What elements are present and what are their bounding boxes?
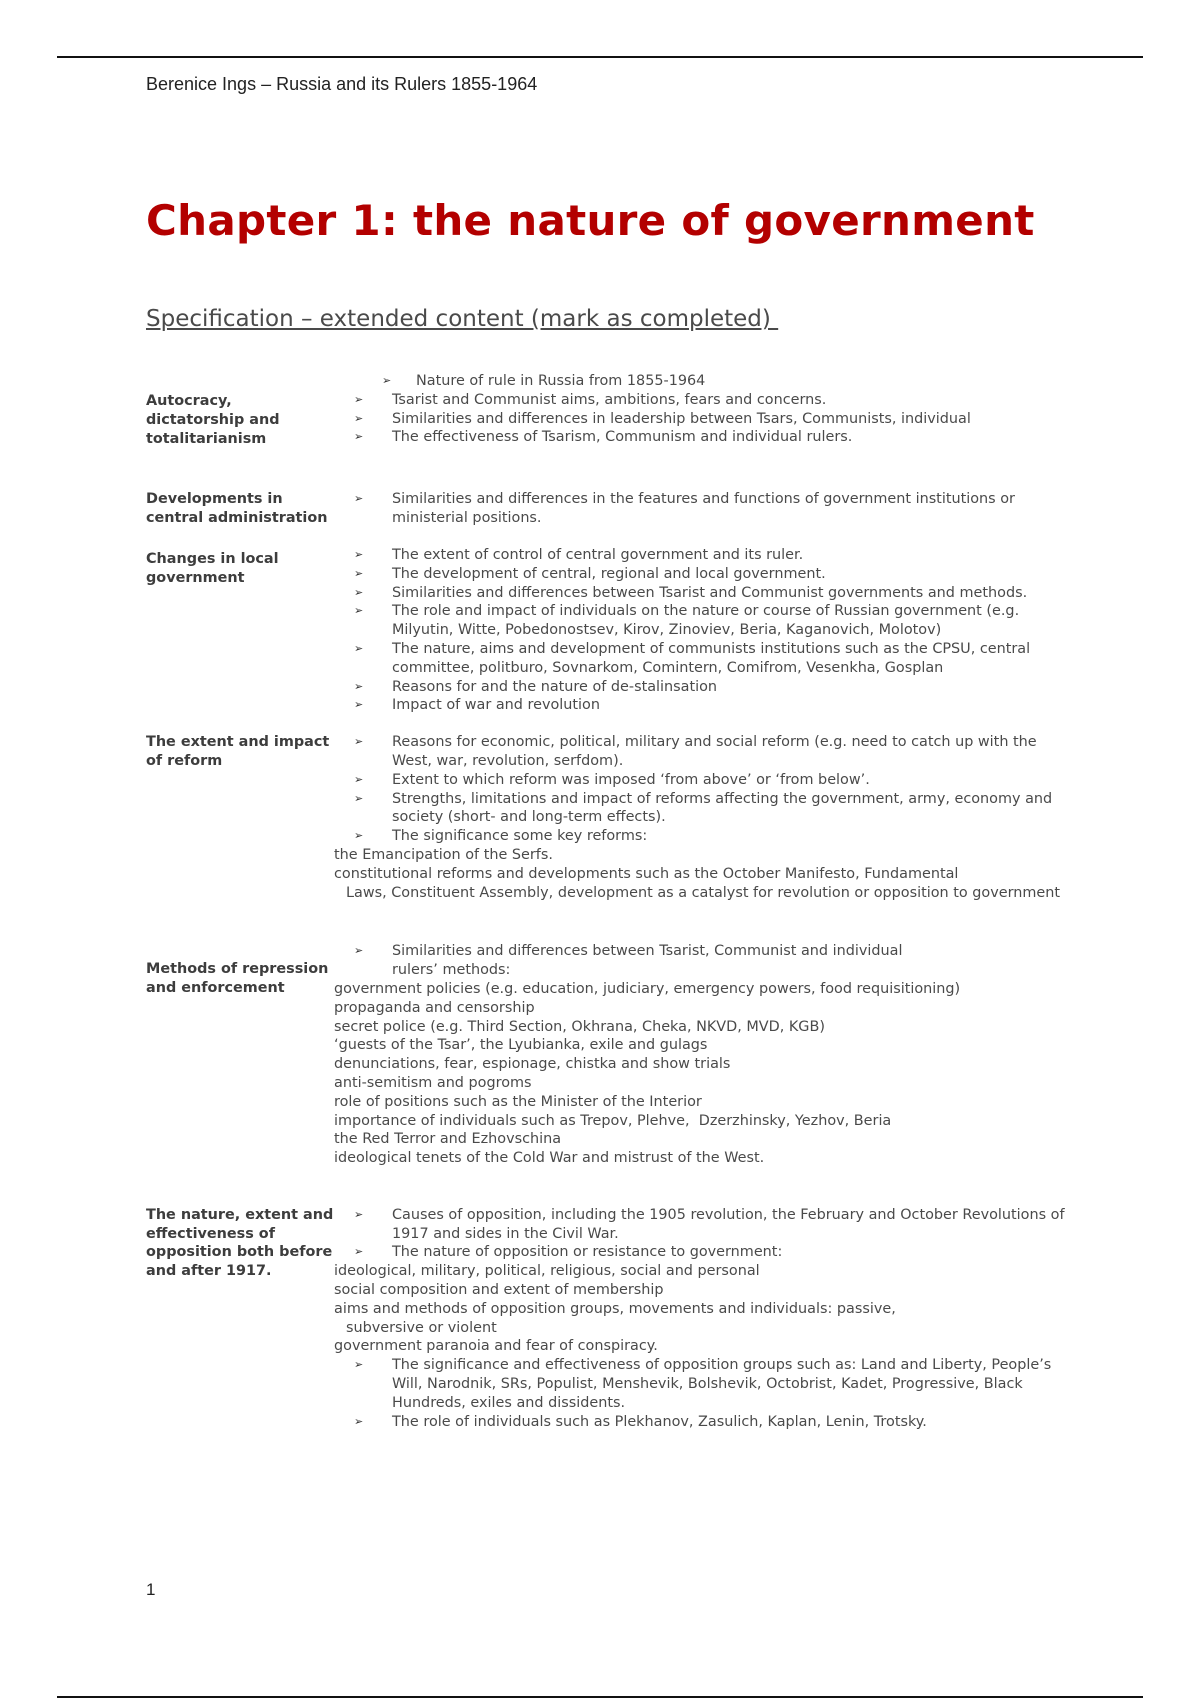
bullet-item: ➢ Similarities and differences in the features and functions of government institutions or ministerial positions. <box>354 491 1015 527</box>
sub-item: ideological tenets of the Cold War and mistrust of the West. <box>334 1150 765 1167</box>
chapter-title: Chapter 1: the nature of government <box>146 196 1035 245</box>
spec-row-reform <box>146 733 1066 902</box>
arrow-bullet-icon: ➢ <box>354 679 364 693</box>
spec-row-central <box>146 490 1066 528</box>
sub-item: ideological, military, political, religious, social and personal <box>334 1263 760 1280</box>
bullet-item: ➢ Nature of rule in Russia from 1855-1964 <box>382 373 706 389</box>
bullet-item: ➢ Reasons for economic, political, military and social reform (e.g. need to catch up with the West, war, revolution, serfdom). <box>354 734 1037 769</box>
bullet-item: ➢ The significance some key reforms: <box>354 828 648 845</box>
row-label <box>146 1206 334 1432</box>
arrow-bullet-icon: ➢ <box>354 791 364 805</box>
sub-item: government policies (e.g. education, judiciary, emergency powers, food requisitioning) <box>334 980 961 997</box>
row-body <box>334 1206 1066 1432</box>
sub-item: anti-semitism and pogroms <box>334 1074 532 1091</box>
arrow-bullet-icon: ➢ <box>354 547 364 561</box>
sub-item: the Red Terror and Ezhovschina <box>334 1131 562 1148</box>
running-header: Berenice Ings – Russia and its Rulers 1855-1964 <box>146 74 538 94</box>
row-label <box>146 942 334 1168</box>
row-label <box>146 490 334 528</box>
sub-item: propaganda and censorship <box>334 999 535 1016</box>
arrow-bullet-icon: ➢ <box>354 1207 364 1221</box>
bullet-item: ➢ The effectiveness of Tsarism, Communism and individual rulers. <box>354 429 853 446</box>
bullet-item: ➢ Tsarist and Communist aims, ambitions, fears and concerns. <box>354 391 827 408</box>
bullet-item: ➢ The role and impact of individuals on the nature or course of Russian government (e.g. Milyutin, Witte, Pobedonostsev, Kirov, Zinoviev, Beria, Kaganovich, Molotov) <box>354 603 1020 639</box>
row-body <box>334 490 1066 528</box>
spec-row-autocracy <box>146 372 1066 448</box>
arrow-bullet-icon: ➢ <box>354 604 364 618</box>
bullet-item: ➢ Causes of opposition, including the 1905 revolution, the February and October Revolutions of 1917 and sides in the Civil War. <box>354 1206 1065 1242</box>
arrow-bullet-icon: ➢ <box>354 411 364 425</box>
row-label-text: Developments in central administration <box>146 491 328 527</box>
row-label-text: Methods of repression and enforcement <box>146 961 329 997</box>
arrow-bullet-icon: ➢ <box>354 772 364 786</box>
sub-item: denunciations, fear, espionage, chistka and show trials <box>334 1056 731 1073</box>
bullet-item: ➢ The extent of control of central government and its ruler. <box>354 546 804 563</box>
row-body <box>334 942 1066 1168</box>
spec-row-opposition <box>146 1206 1066 1432</box>
spec-row-local <box>146 546 1066 715</box>
header-rule <box>57 56 1143 58</box>
bullet-item: ➢ Similarities and differences in leadership between Tsars, Communists, individual <box>354 410 971 427</box>
arrow-bullet-icon: ➢ <box>354 1245 364 1259</box>
row-body <box>334 372 1066 448</box>
sub-item: government paranoia and fear of conspiracy. <box>334 1338 658 1355</box>
row-label-text: Changes in local government <box>146 550 279 586</box>
bullet-item: ➢ Reasons for and the nature of de-stalinsation <box>354 678 718 695</box>
bullet-item: ➢ The development of central, regional and local government. <box>354 565 826 582</box>
row-label-text: The extent and impact of reform <box>146 734 330 769</box>
arrow-bullet-icon: ➢ <box>354 944 364 958</box>
sub-item: social composition and extent of membership <box>334 1282 664 1299</box>
footer-rule <box>57 1696 1143 1698</box>
sub-item: importance of individuals such as Trepov, Plehve, Dzerzhinsky, Yezhov, Beria <box>334 1112 892 1129</box>
spec-heading: Specification – extended content (mark as completed) <box>146 306 779 332</box>
arrow-bullet-icon: ➢ <box>354 585 364 599</box>
arrow-bullet-icon: ➢ <box>354 829 364 843</box>
sub-item: constitutional reforms and developments such as the October Manifesto, Fundamental Laws, Constituent Assembly, development as a catalyst for revolution or opposition to government <box>334 865 1060 901</box>
page-number: 1 <box>146 1580 156 1599</box>
bullet-item: ➢ The role of individuals such as Plekhanov, Zasulich, Kaplan, Lenin, Trotsky. <box>354 1413 927 1430</box>
specification-table <box>146 372 1066 1431</box>
row-label-text: Autocracy, dictatorship and totalitarianism <box>146 393 280 447</box>
arrow-bullet-icon: ➢ <box>354 698 364 712</box>
bullet-item: ➢ Strengths, limitations and impact of reforms affecting the government, army, economy and society (short- and long-term effects). <box>354 790 1053 826</box>
row-label <box>146 546 334 715</box>
sub-item: aims and methods of opposition groups, movements and individuals: passive, subversive or violent <box>334 1300 896 1336</box>
arrow-bullet-icon: ➢ <box>354 566 364 580</box>
arrow-bullet-icon: ➢ <box>354 1414 364 1428</box>
bullet-item: ➢ Extent to which reform was imposed ‘from above’ or ‘from below’. <box>354 771 870 788</box>
arrow-bullet-icon: ➢ <box>382 374 392 387</box>
arrow-bullet-icon: ➢ <box>354 735 364 749</box>
sub-item: secret police (e.g. Third Section, Okhrana, Cheka, NKVD, MVD, KGB) <box>334 1018 825 1035</box>
arrow-bullet-icon: ➢ <box>354 492 364 506</box>
sub-item: the Emancipation of the Serfs. <box>334 846 553 863</box>
row-body <box>334 546 1066 715</box>
row-label-text: The nature, extent and effectiveness of opposition both before and after 1917. <box>146 1206 334 1280</box>
bullet-item: ➢ The nature, aims and development of communists institutions such as the CPSU, central committee, politburo, Sovnarkom, Comintern, Comifrom, Vesenkha, Gosplan <box>354 640 1031 676</box>
spec-row-repression <box>146 942 1066 1168</box>
arrow-bullet-icon: ➢ <box>354 1358 364 1372</box>
bullet-item: ➢ Impact of war and revolution <box>354 697 600 714</box>
row-label <box>146 372 334 448</box>
row-label <box>146 733 334 902</box>
arrow-bullet-icon: ➢ <box>354 430 364 444</box>
bullet-item: ➢ Similarities and differences between Tsarist and Communist governments and methods. <box>354 584 1028 601</box>
sub-item: role of positions such as the Minister of the Interior <box>334 1093 702 1110</box>
bullet-item: ➢ The significance and effectiveness of opposition groups such as: Land and Liberty, People’s Will, Narodnik, SRs, Populist, Menshevik, Bolshevik, Octobrist, Kadet, Progressive, Black Hundreds, exiles and dissidents. <box>354 1357 1052 1411</box>
row-body <box>334 733 1066 902</box>
bullet-item: ➢ The nature of opposition or resistance to government: <box>354 1244 783 1261</box>
sub-item: ‘guests of the Tsar’, the Lyubianka, exile and gulags <box>334 1037 708 1054</box>
arrow-bullet-icon: ➢ <box>354 392 364 406</box>
arrow-bullet-icon: ➢ <box>354 641 364 655</box>
bullet-item: ➢ Similarities and differences between Tsarist, Communist and individual rulers’ methods: <box>354 943 903 979</box>
